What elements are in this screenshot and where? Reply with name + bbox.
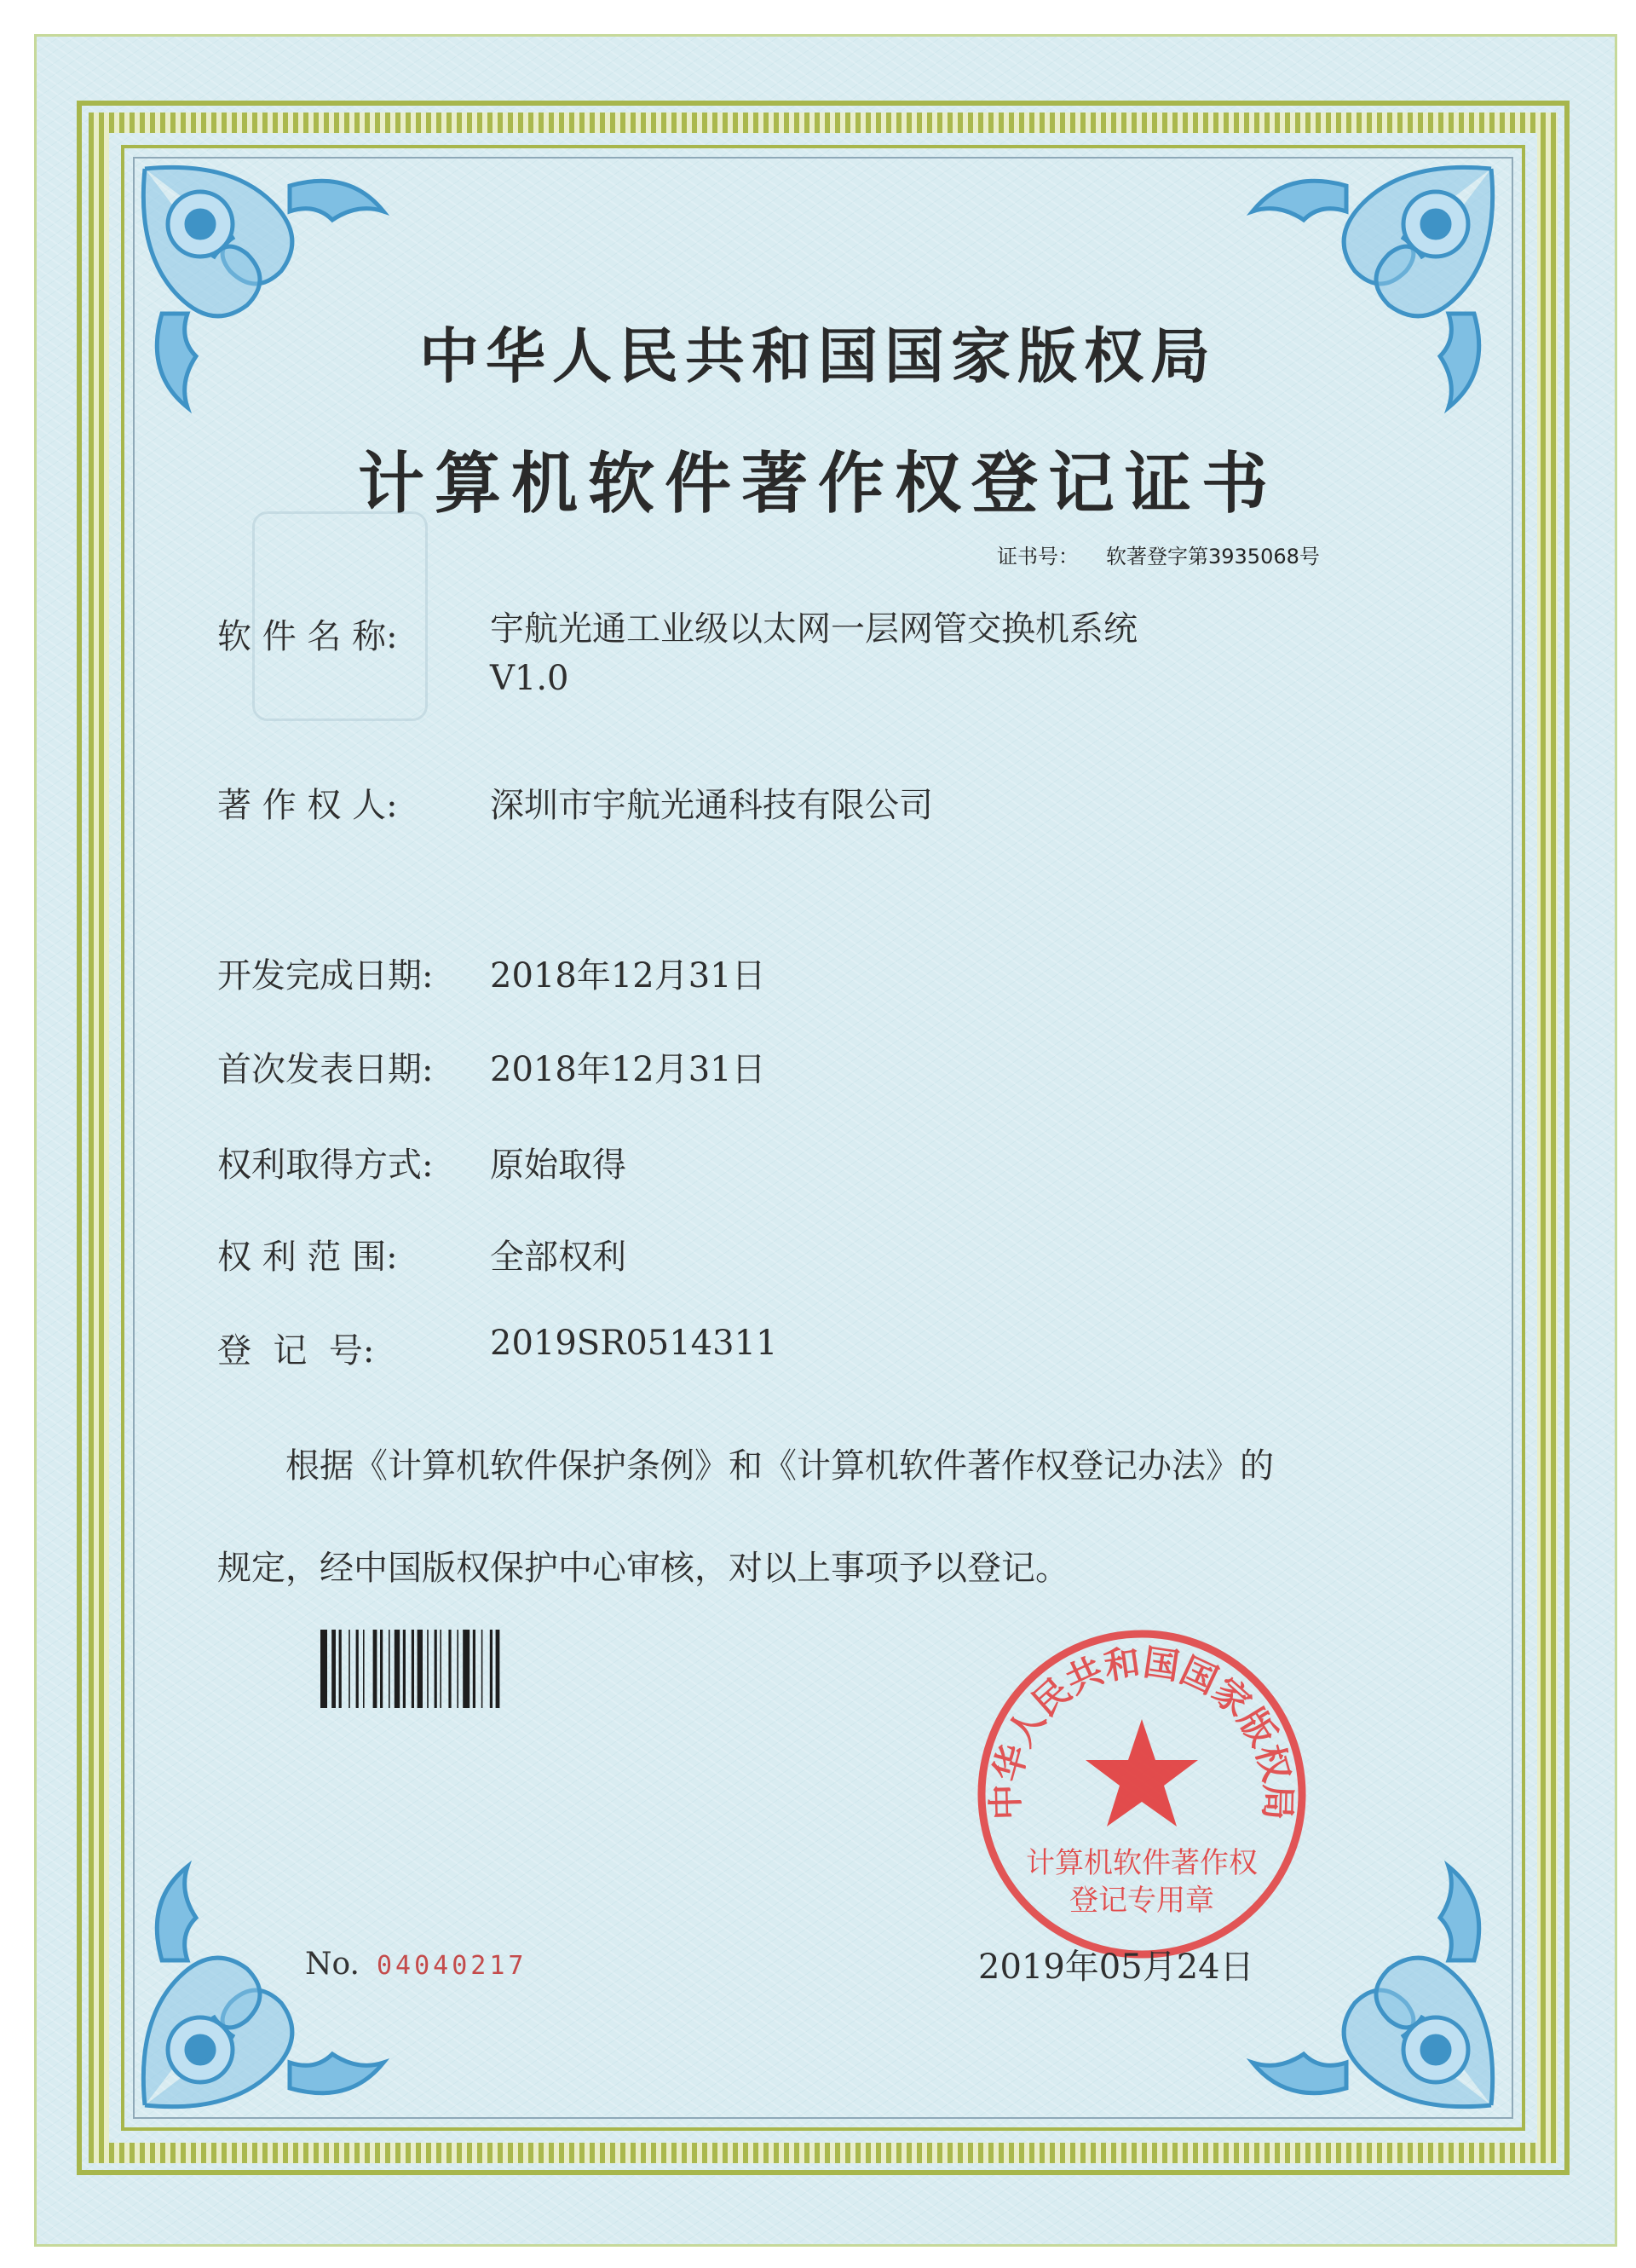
statement-line2: 规定，经中国版权保护中心审核，对以上事项予以登记。 xyxy=(217,1549,1069,1588)
field-label: 权 利 范 围: xyxy=(217,1238,398,1277)
seal-line2: 登记专用章 xyxy=(1069,1884,1214,1918)
field-value: 全部权利 xyxy=(490,1238,626,1277)
field-value xyxy=(490,604,1138,703)
field-dev-complete-date xyxy=(217,949,766,997)
field-value: 2019SR0514311 xyxy=(490,1324,778,1363)
certificate-title: 计算机软件著作权登记证书 xyxy=(357,445,1278,522)
software-name-line2: V1.0 xyxy=(490,659,569,698)
field-value: 原始取得 xyxy=(490,1146,626,1185)
seal-arc-text: 中华人民共和国国家版权局 xyxy=(984,1641,1299,1821)
serial-number xyxy=(305,1947,527,1982)
statement-line1: 根据《计算机软件保护条例》和《计算机软件著作权登记办法》的 xyxy=(285,1446,1274,1486)
field-acquisition-method xyxy=(217,1138,626,1186)
field-registration-number xyxy=(217,1324,777,1372)
field-label: 开发完成日期: xyxy=(217,956,434,995)
field-label: 软 件 名 称: xyxy=(217,617,398,656)
corner-ornament-bottom-left xyxy=(128,1841,409,2122)
certificate-number-label: 证书号： xyxy=(997,545,1079,568)
field-label: 著 作 权 人: xyxy=(217,786,398,825)
serial-value: 04040217 xyxy=(376,1951,527,1981)
field-label: 权利取得方式: xyxy=(217,1146,434,1185)
field-value: 2018年12月31日 xyxy=(490,956,766,995)
field-software-name xyxy=(217,609,1138,703)
field-value: 深圳市宇航光通科技有限公司 xyxy=(490,786,933,825)
field-label: 登 记 号: xyxy=(217,1331,375,1371)
certificate-number-value: 软著登字第3935068号 xyxy=(1106,545,1320,568)
seal-star-icon xyxy=(1086,1719,1198,1827)
issuing-authority: 中华人民共和国国家版权局 xyxy=(419,320,1217,391)
field-copyright-owner xyxy=(217,778,933,827)
barcode xyxy=(320,1630,550,1708)
field-first-publish-date xyxy=(217,1042,766,1091)
field-value: 2018年12月31日 xyxy=(490,1050,766,1089)
field-label: 首次发表日期: xyxy=(217,1050,434,1089)
field-rights-scope xyxy=(217,1230,626,1278)
seal-line1: 计算机软件著作权 xyxy=(1026,1846,1258,1880)
official-seal xyxy=(971,1624,1312,1965)
registration-statement xyxy=(217,1415,1427,1619)
issue-date: 2019年05月24日 xyxy=(978,1948,1254,1987)
certificate-number xyxy=(997,540,1320,569)
software-name-line1: 宇航光通工业级以太网一层网管交换机系统 xyxy=(490,609,1138,649)
serial-label: No. xyxy=(305,1947,360,1982)
